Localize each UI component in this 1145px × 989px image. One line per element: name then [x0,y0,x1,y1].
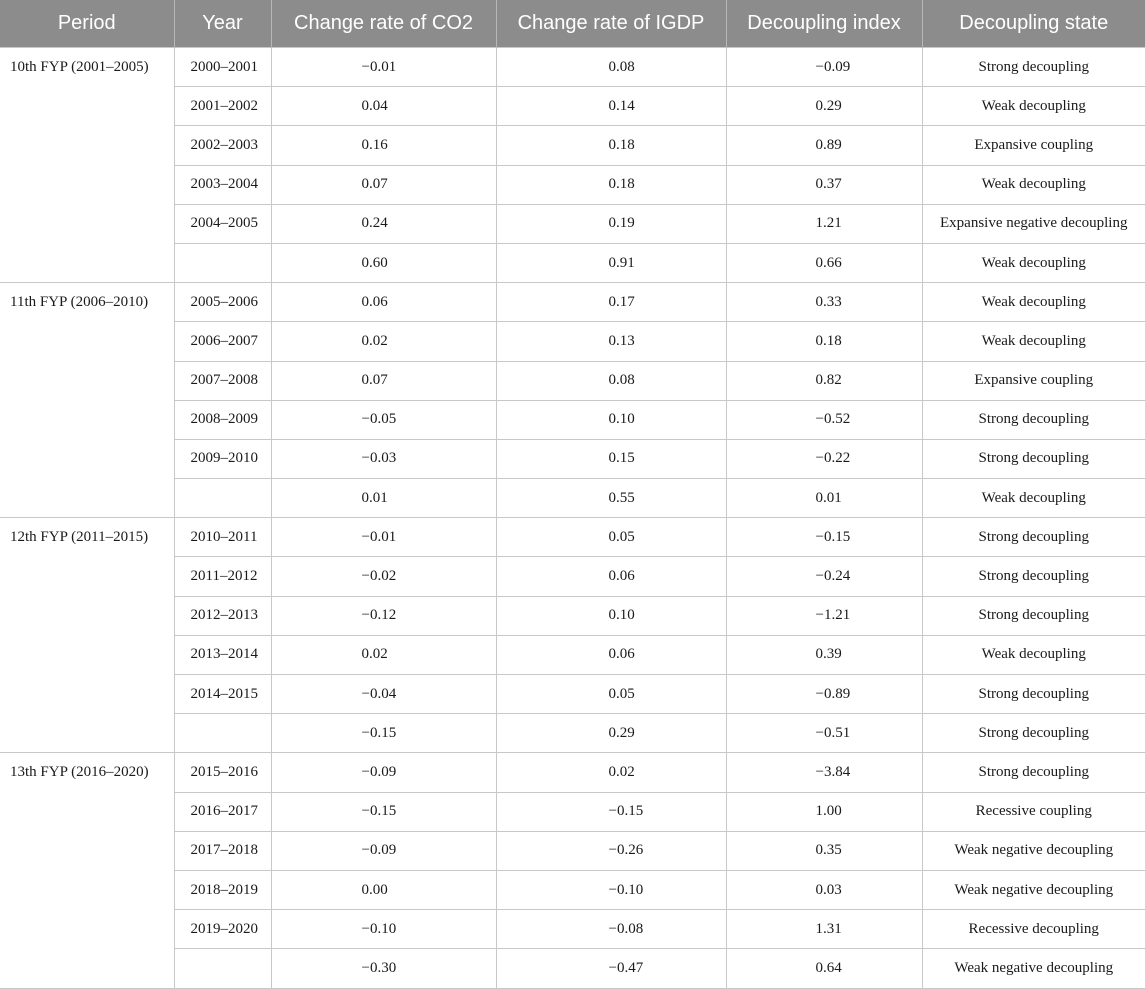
cell-period: 12th FYP (2011–2015) [0,518,174,753]
cell-decoupling-state: Strong decoupling [922,400,1145,439]
cell-decoupling-index: 0.64 [726,949,922,988]
cell-igdp-change-rate: 0.15 [496,439,726,478]
cell-co2-change-rate: −0.02 [271,557,496,596]
cell-year: 2000–2001 [174,48,271,87]
cell-decoupling-index: −0.09 [726,48,922,87]
header-decoupling-state: Decoupling state [922,0,1145,48]
cell-co2-change-rate: −0.04 [271,675,496,714]
cell-decoupling-state: Weak decoupling [922,243,1145,282]
cell-year: 2017–2018 [174,831,271,870]
cell-co2-change-rate: 0.07 [271,165,496,204]
cell-co2-change-rate: 0.02 [271,322,496,361]
cell-decoupling-state: Strong decoupling [922,439,1145,478]
cell-co2-change-rate: 0.01 [271,479,496,518]
cell-igdp-change-rate: −0.47 [496,949,726,988]
cell-decoupling-state: Weak negative decoupling [922,949,1145,988]
table-body [0,48,1145,989]
cell-year: 2009–2010 [174,439,271,478]
cell-co2-change-rate: −0.30 [271,949,496,988]
cell-igdp-change-rate: −0.10 [496,870,726,909]
cell-co2-change-rate: −0.05 [271,400,496,439]
cell-co2-change-rate: −0.09 [271,831,496,870]
cell-decoupling-state: Strong decoupling [922,596,1145,635]
cell-igdp-change-rate: 0.05 [496,518,726,557]
cell-decoupling-state: Strong decoupling [922,48,1145,87]
cell-year: 2005–2006 [174,283,271,322]
cell-decoupling-index: 0.29 [726,87,922,126]
header-row [0,0,1145,48]
header-period: Period [0,0,174,48]
cell-co2-change-rate: 0.02 [271,635,496,674]
cell-year: 2010–2011 [174,518,271,557]
cell-decoupling-state: Expansive coupling [922,126,1145,165]
cell-decoupling-index: 0.37 [726,165,922,204]
cell-decoupling-state: Weak decoupling [922,283,1145,322]
cell-co2-change-rate: −0.12 [271,596,496,635]
cell-decoupling-state: Recessive decoupling [922,910,1145,949]
cell-decoupling-index: 0.66 [726,243,922,282]
cell-co2-change-rate: −0.03 [271,439,496,478]
cell-igdp-change-rate: 0.91 [496,243,726,282]
cell-year: 2006–2007 [174,322,271,361]
cell-year: 2003–2004 [174,165,271,204]
cell-year: 2007–2008 [174,361,271,400]
cell-year: 2002–2003 [174,126,271,165]
cell-decoupling-index: −0.51 [726,714,922,753]
cell-igdp-change-rate: 0.08 [496,361,726,400]
cell-year: 2016–2017 [174,792,271,831]
cell-decoupling-index: 0.03 [726,870,922,909]
cell-decoupling-index: 0.39 [726,635,922,674]
cell-decoupling-index: 0.35 [726,831,922,870]
cell-igdp-change-rate: 0.29 [496,714,726,753]
cell-igdp-change-rate: −0.15 [496,792,726,831]
cell-igdp-change-rate: 0.02 [496,753,726,792]
cell-period: 11th FYP (2006–2010) [0,283,174,518]
cell-decoupling-index: −0.22 [726,439,922,478]
cell-igdp-change-rate: 0.06 [496,557,726,596]
cell-decoupling-index: −3.84 [726,753,922,792]
cell-decoupling-state: Weak decoupling [922,87,1145,126]
table-row [0,48,1145,87]
table-row [0,753,1145,792]
table-row [0,283,1145,322]
cell-decoupling-index: −0.24 [726,557,922,596]
cell-co2-change-rate: 0.00 [271,870,496,909]
cell-decoupling-state: Strong decoupling [922,714,1145,753]
cell-co2-change-rate: 0.60 [271,243,496,282]
cell-decoupling-index: 0.18 [726,322,922,361]
cell-year: 2004–2005 [174,204,271,243]
cell-igdp-change-rate: 0.19 [496,204,726,243]
cell-decoupling-state: Weak decoupling [922,635,1145,674]
cell-decoupling-state: Recessive coupling [922,792,1145,831]
cell-igdp-change-rate: 0.17 [496,283,726,322]
cell-decoupling-index: −0.89 [726,675,922,714]
cell-co2-change-rate: 0.24 [271,204,496,243]
cell-co2-change-rate: −0.09 [271,753,496,792]
header-co2-change-rate: Change rate of CO2 [271,0,496,48]
cell-igdp-change-rate: −0.26 [496,831,726,870]
cell-decoupling-index: 0.89 [726,126,922,165]
cell-period: 10th FYP (2001–2005) [0,48,174,283]
cell-decoupling-state: Strong decoupling [922,557,1145,596]
cell-period: 13th FYP (2016–2020) [0,753,174,988]
cell-year: 2011–2012 [174,557,271,596]
cell-igdp-change-rate: 0.05 [496,675,726,714]
cell-decoupling-index: 0.82 [726,361,922,400]
cell-co2-change-rate: −0.15 [271,714,496,753]
cell-year: 2015–2016 [174,753,271,792]
cell-decoupling-index: 0.01 [726,479,922,518]
cell-year [174,949,271,988]
cell-year [174,479,271,518]
cell-igdp-change-rate: 0.10 [496,596,726,635]
cell-year: 2014–2015 [174,675,271,714]
cell-igdp-change-rate: 0.13 [496,322,726,361]
cell-co2-change-rate: −0.01 [271,48,496,87]
cell-year: 2019–2020 [174,910,271,949]
cell-decoupling-state: Weak negative decoupling [922,870,1145,909]
cell-year: 2001–2002 [174,87,271,126]
cell-decoupling-state: Expansive negative decoupling [922,204,1145,243]
cell-decoupling-index: −1.21 [726,596,922,635]
cell-decoupling-state: Weak decoupling [922,165,1145,204]
cell-decoupling-state: Strong decoupling [922,675,1145,714]
cell-decoupling-state: Weak decoupling [922,322,1145,361]
cell-igdp-change-rate: 0.10 [496,400,726,439]
cell-decoupling-index: 0.33 [726,283,922,322]
table-row [0,518,1145,557]
cell-co2-change-rate: 0.04 [271,87,496,126]
cell-igdp-change-rate: 0.14 [496,87,726,126]
cell-igdp-change-rate: 0.18 [496,126,726,165]
cell-decoupling-index: −0.15 [726,518,922,557]
cell-year: 2013–2014 [174,635,271,674]
cell-decoupling-state: Strong decoupling [922,753,1145,792]
cell-co2-change-rate: −0.10 [271,910,496,949]
cell-decoupling-index: 1.00 [726,792,922,831]
cell-decoupling-state: Expansive coupling [922,361,1145,400]
header-igdp-change-rate: Change rate of IGDP [496,0,726,48]
cell-decoupling-state: Strong decoupling [922,518,1145,557]
cell-co2-change-rate: 0.16 [271,126,496,165]
cell-decoupling-state: Weak decoupling [922,479,1145,518]
cell-igdp-change-rate: 0.08 [496,48,726,87]
cell-year: 2018–2019 [174,870,271,909]
cell-decoupling-index: 1.31 [726,910,922,949]
cell-igdp-change-rate: 0.06 [496,635,726,674]
cell-decoupling-index: 1.21 [726,204,922,243]
cell-igdp-change-rate: 0.18 [496,165,726,204]
cell-decoupling-state: Weak negative decoupling [922,831,1145,870]
header-year: Year [174,0,271,48]
cell-year: 2012–2013 [174,596,271,635]
header-decoupling-index: Decoupling index [726,0,922,48]
cell-co2-change-rate: −0.15 [271,792,496,831]
cell-year [174,243,271,282]
cell-decoupling-index: −0.52 [726,400,922,439]
cell-co2-change-rate: 0.06 [271,283,496,322]
cell-co2-change-rate: 0.07 [271,361,496,400]
cell-igdp-change-rate: 0.55 [496,479,726,518]
cell-co2-change-rate: −0.01 [271,518,496,557]
cell-igdp-change-rate: −0.08 [496,910,726,949]
cell-year: 2008–2009 [174,400,271,439]
table-header [0,0,1145,48]
cell-year [174,714,271,753]
